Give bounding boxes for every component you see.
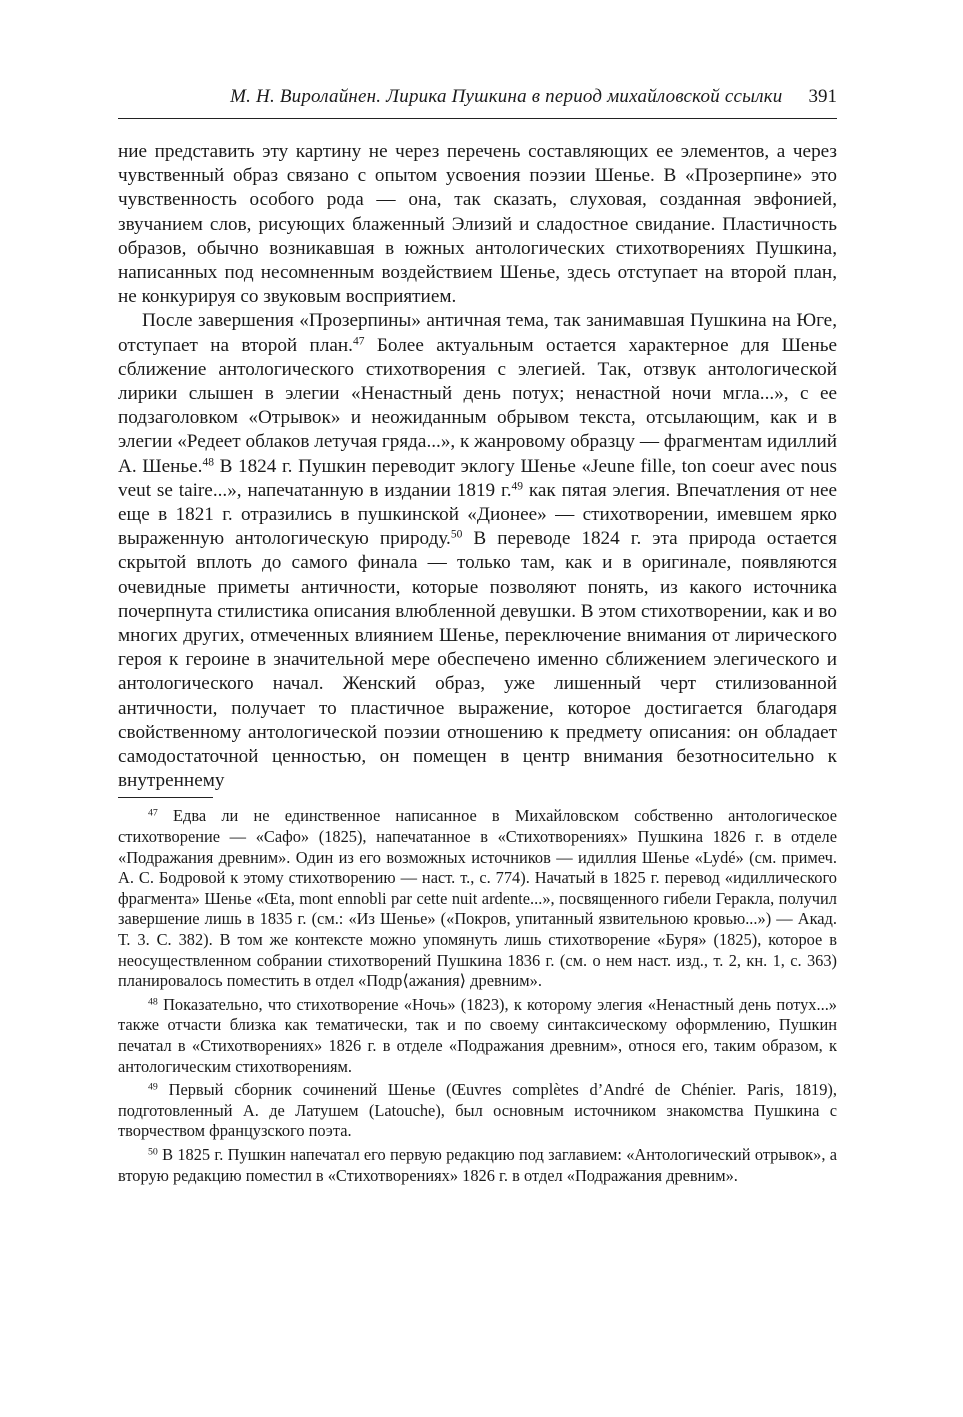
running-title: М. Н. Виролайнен. Лирика Пушкина в период михайловской ссылки [230,86,783,107]
paragraph: ние представить эту картину не через перечень составляющих ее элементов, а через чувственный образ связано с опытом усвоения поэзии Шенье. В «Прозерпине» это чувственность особого рода — она, так сказать, слуховая, созданная эвфонией, звучанием слов, рисующих блаженный Элизий и сладостное свидание. Пластичность образов, обычно возникавшая в южных антологических стихотворениях Пушкина, написанных под несомненным воздействием Шенье, здесь отступает на второй план, не конкурируя со звуковым восприятием. [118,141,837,308]
footnote-rule [118,797,213,798]
running-header [118,86,837,116]
footnote-49: $^{49}$ Первый сборник сочинений Шенье (Œuvres complètes d’André de Chénier. Paris, 1819), подготовленный А. де Латушем (Latouche), был основным источником знакомства Пушкина с творчеством французского поэта. [118,1080,837,1141]
page [118,86,837,1189]
footnote-48: $^{48}$ Показательно, что стихотворение «Ночь» (1823), к которому элегия «Ненастный день потух...» также отчасти близка как тематически, так и по своему синтаксическому оформлению, Пушкин печатал в «Стихотворениях» 1826 г. в отделе «Подражания древним», относя его, таким образом, к антологическим стихотворениям. [118,994,837,1076]
footnote-ref-48[interactable]: 48 [202,456,214,469]
footnote-ref-50[interactable]: 50 [450,528,463,541]
footnotes [118,806,837,1186]
page-number: 391 [808,86,837,107]
footnote-50: $^{50}$ В 1825 г. Пушкин напечатал его первую редакцию под заглавием: «Антологический отрывок», а вторую редакцию поместил в «Стихотворениях» 1826 г. в отдел «Подражания древним». [118,1144,837,1185]
footnote-ref-47[interactable]: 47 [352,335,365,348]
footnote-ref-49[interactable]: 49 [511,480,524,493]
header-rule [118,118,837,119]
footnote-47: $^{47}$ Едва ли не единственное написанное в Михайловском собственно антологическое стихотворение — «Сафо» (1825), напечатанное в «Стихотворениях» Пушкина 1826 г. в отделе «Подражания древним». Один из его возможных источников — идиллия Шенье «Lydé» (см. примеч. А. С. Бодровой к этому стихотворению — наст. т., с. 774). Начатый в 1825 г. перевод «идиллического фрагмента» Шенье «Œta, mont ennobli par cette nuit ardente...», посвященного гибели Геракла, получил завершение лишь в 1835 г. (см.: «Из Шенье» («Покров, упитанный язвительною кровью...») — Акад. Т. 3. С. 382). В том же контексте можно упомянуть лишь стихотворение «Буря» (1825), которое в неосуществленном собрании стихотворений Пушкина 1836 г. (см. о нем наст. изд., т. 2, кн. 1, с. 363) планировалось поместить в отдел «Подр⟨ажания⟩ древним». [118,806,837,991]
paragraph: После завершения «Прозерпины» античная тема, так занимавшая Пушкина на Юге, отступает на второй план.$^{47}$ Более актуальным остается характерное для Шенье сближение антологического стихотворения с элегией. Так, отзвук антологической лирики слышен в элегии «Ненастный день потух; ненастной ночи мгла...», с ее подзаголовком «Отрывок» и неожиданным обрывом текста, отсылающим, как и в элегии «Редеет облаков летучая гряда...», к жанровому образцу — фрагментам идиллий А. Шенье.$^{48}$ В 1824 г. Пушкин переводит эклогу Шенье «Jeune fille, ton coeur avec nous veut se taire...», напечатанную в издании 1819 г.$^{49}$ как пятая элегия. Впечатления от нее еще в 1821 г. отразились в пушкинской «Дионее» — стихотворении, имевшем ярко выраженную антологическую природу.$^{50}$ В переводе 1824 г. эта природа остается скрытой вплоть до самого финала — только там, как и в оригинале, появляются очевидные приметы античности, которые позволяют понять, из какого источника почерпнута стилистика описания влюбленной девушки. В этом стихотворении, как и во многих других, отмеченных влиянием Шенье, переключение внимания от лирического героя к героине в значительной мере обеспечено именно сближением элегического и антологического начал. Женский образ, уже лишенный черт стилизованной античности, получает то пластичное выражение, которое достигается благодаря свойственному антологической поэзии отношению к предмету описания: он обладает самодостаточной ценностью, он помещен в центр внимания безотносительно к внутреннему [118,310,837,792]
main-text [118,140,837,793]
